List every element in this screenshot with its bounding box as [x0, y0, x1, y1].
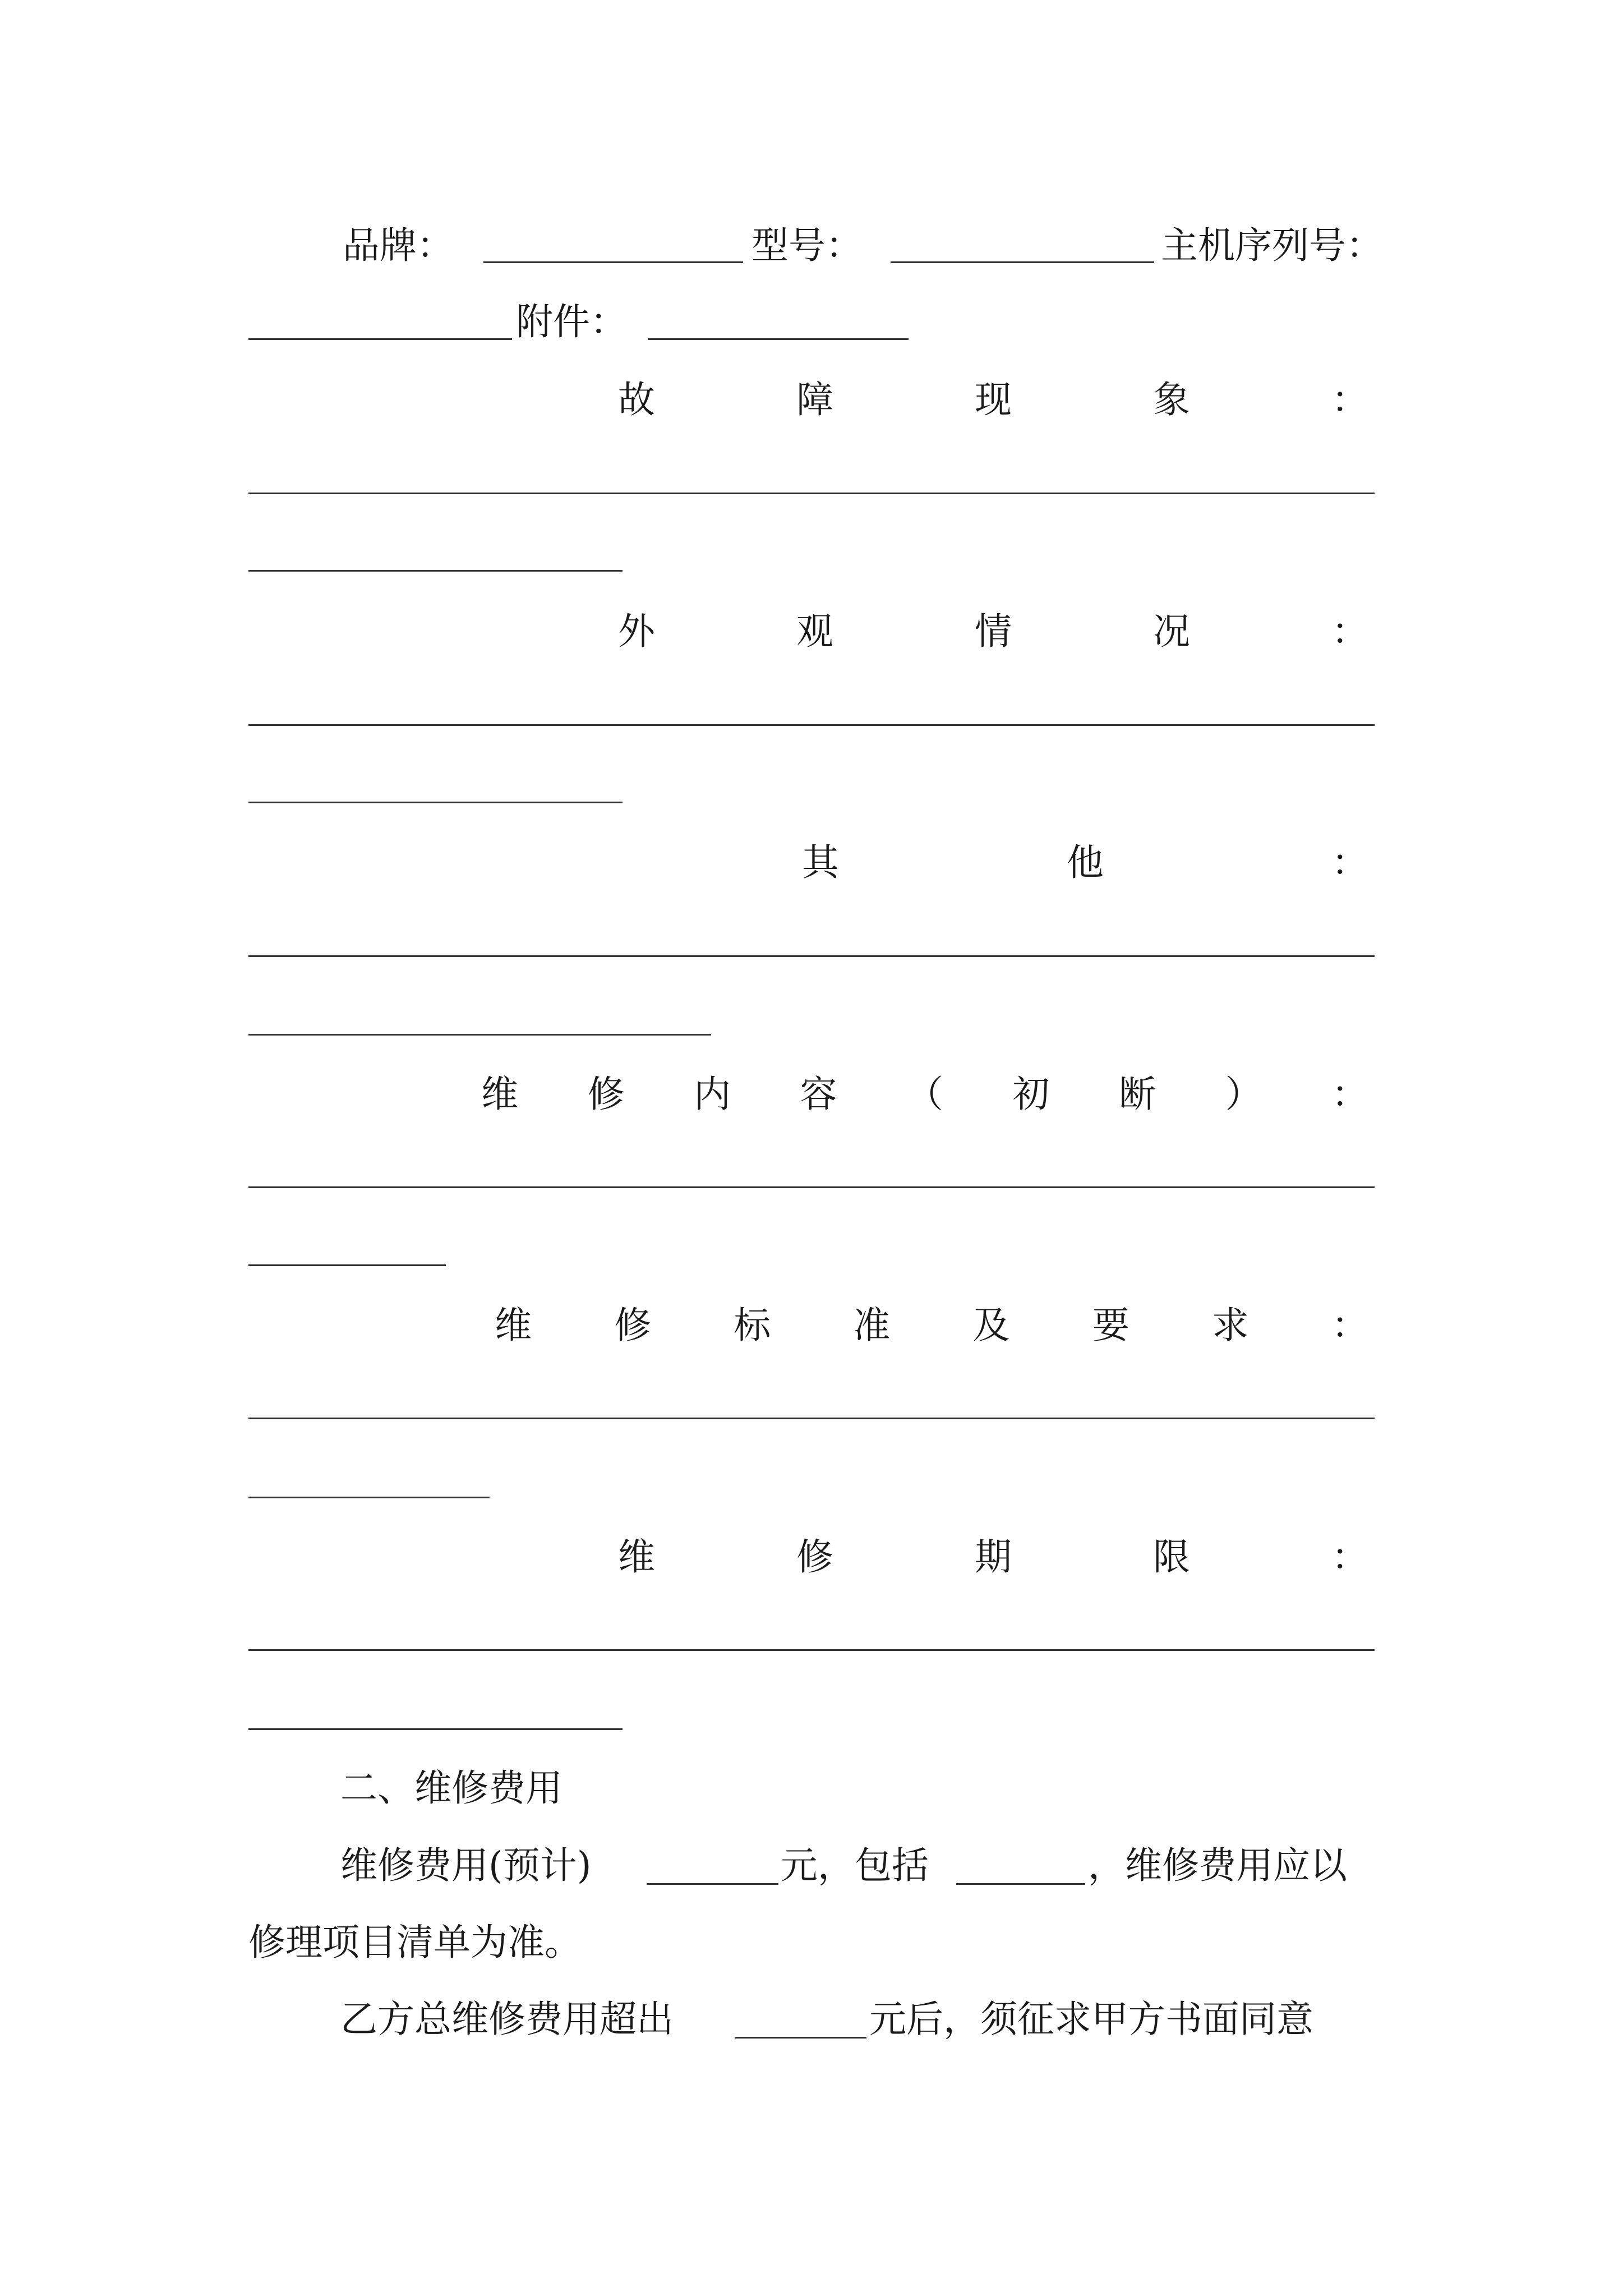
fee-include-field[interactable] [956, 1883, 1085, 1885]
other-line-1[interactable] [248, 955, 1375, 957]
appearance-heading [618, 610, 1368, 653]
heading-char: ） [1225, 1073, 1262, 1116]
fee-estimate-field[interactable] [647, 1883, 778, 1885]
accessory-field[interactable] [648, 338, 909, 340]
fault-line-1[interactable] [248, 493, 1375, 494]
heading-char: ： [1331, 610, 1368, 653]
standard-line-1[interactable] [248, 1418, 1375, 1419]
heading-char: 现 [975, 378, 1012, 421]
heading-char: 维 [495, 1304, 532, 1347]
appearance-line-2[interactable] [248, 802, 623, 803]
fault-line-2[interactable] [248, 570, 623, 572]
heading-char: 初 [1012, 1073, 1050, 1116]
heading-char: ： [1331, 1073, 1368, 1116]
fee-basis-text: ，维修费用应以 [1088, 1844, 1347, 1887]
heading-char: 故 [618, 378, 655, 421]
heading-char: 况 [1153, 610, 1190, 653]
heading-char: 情 [975, 610, 1012, 653]
heading-char: 外 [618, 610, 655, 653]
fee-estimate-text: 维修费用(预计) [340, 1844, 592, 1887]
fee-excess-field[interactable] [735, 2037, 866, 2039]
accessory-label: 附件： [516, 300, 627, 343]
heading-char: 维 [618, 1535, 655, 1579]
serial-label: 主机序列号： [1161, 224, 1383, 267]
heading-char: 要 [1092, 1304, 1129, 1347]
heading-char: 修 [614, 1304, 652, 1347]
repair-content-line-1[interactable] [248, 1186, 1375, 1188]
heading-char: 标 [734, 1304, 771, 1347]
heading-char: 限 [1153, 1535, 1190, 1579]
fee-consent-text: 元后，须征求甲方书面同意 [869, 1998, 1313, 2041]
fee-include-text: 元，包括 [781, 1844, 929, 1887]
model-field[interactable] [891, 261, 1154, 263]
heading-char: 容 [800, 1073, 837, 1116]
other-line-2[interactable] [248, 1034, 711, 1036]
heading-char: 观 [796, 610, 833, 653]
heading-char: 修 [587, 1073, 625, 1116]
period-heading [618, 1535, 1368, 1579]
appearance-line-1[interactable] [248, 724, 1375, 726]
fee-excess-text: 乙方总维修费用超出 [340, 1998, 674, 2041]
model-label: 型号： [751, 224, 863, 267]
heading-char: ： [1331, 378, 1368, 421]
heading-char: ： [1331, 1304, 1368, 1347]
repair-content-heading [481, 1073, 1368, 1116]
standard-line-2[interactable] [248, 1497, 490, 1498]
period-line-1[interactable] [248, 1649, 1375, 1651]
heading-char: 内 [694, 1073, 731, 1116]
heading-char: 其 [802, 841, 839, 884]
heading-char: 期 [975, 1535, 1012, 1579]
heading-char: ： [1331, 1535, 1368, 1579]
brand-label: 品牌： [343, 224, 454, 267]
heading-char: 准 [853, 1304, 891, 1347]
heading-char: （ [906, 1073, 943, 1116]
other-heading [802, 841, 1368, 884]
brand-field[interactable] [483, 261, 743, 263]
heading-char: 他 [1067, 841, 1104, 884]
heading-char: 求 [1211, 1304, 1249, 1347]
serial-field[interactable] [248, 338, 512, 340]
period-line-2[interactable] [248, 1728, 623, 1730]
section-2-title: 二、维修费用 [340, 1766, 562, 1810]
repair-content-line-2[interactable] [248, 1264, 446, 1266]
heading-char: 障 [796, 378, 833, 421]
heading-char: 断 [1119, 1073, 1156, 1116]
fault-heading [618, 378, 1368, 421]
fee-basis-text-cont: 修理项目清单为准。 [248, 1921, 582, 1964]
heading-char: 维 [481, 1073, 518, 1116]
heading-char: 及 [972, 1304, 1010, 1347]
standard-heading [495, 1304, 1368, 1347]
heading-char: 修 [796, 1535, 833, 1579]
heading-char: ： [1331, 841, 1368, 884]
heading-char: 象 [1153, 378, 1190, 421]
